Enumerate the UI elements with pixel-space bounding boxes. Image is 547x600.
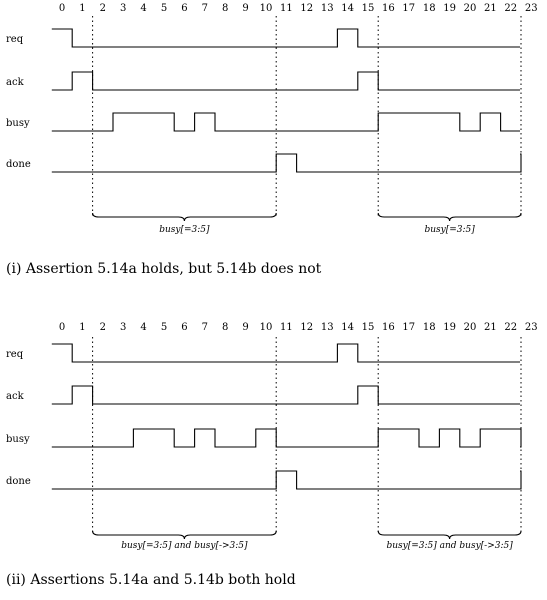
signal-label-ack: ack — [6, 391, 24, 402]
signal-label-req: req — [6, 349, 24, 360]
tick-label: 2 — [99, 322, 106, 333]
tick-label: 10 — [259, 3, 273, 14]
tick-label: 13 — [320, 3, 334, 14]
tick-label: 6 — [181, 322, 188, 333]
tick-label: 20 — [463, 322, 477, 333]
tick-label: 15 — [361, 3, 375, 14]
tick-label: 1 — [79, 3, 86, 14]
tick-label: 12 — [300, 322, 314, 333]
brace-label: busy[=3:5] — [159, 225, 210, 235]
tick-label: 16 — [382, 3, 395, 14]
signal-label-done: done — [6, 159, 31, 170]
tick-label: 3 — [120, 322, 127, 333]
waveform-done — [52, 154, 521, 172]
tick-label: 12 — [300, 3, 314, 14]
signal-label-done: done — [6, 476, 31, 487]
panel-i — [6, 3, 538, 277]
tick-label: 1 — [79, 322, 86, 333]
tick-label: 5 — [160, 322, 168, 333]
waveform-done — [52, 471, 521, 489]
brace — [93, 213, 277, 221]
waveform-ack — [52, 72, 520, 90]
tick-label: 17 — [402, 3, 416, 14]
tick-label: 9 — [242, 322, 249, 333]
tick-label: 7 — [201, 3, 208, 14]
tick-label: 20 — [463, 3, 477, 14]
tick-label: 17 — [402, 322, 416, 333]
tick-label: 22 — [504, 3, 518, 14]
tick-label: 3 — [120, 3, 127, 14]
brace-label: busy[=3:5] — [424, 225, 475, 235]
signal-label-ack: ack — [6, 77, 24, 88]
tick-label: 8 — [222, 322, 229, 333]
tick-label: 4 — [140, 3, 147, 14]
tick-label: 2 — [99, 3, 106, 14]
brace — [93, 531, 277, 539]
waveform-busy — [52, 429, 521, 447]
tick-label: 0 — [58, 322, 66, 333]
signal-label-busy: busy — [6, 118, 30, 129]
tick-label: 19 — [443, 3, 456, 14]
signal-label-busy: busy — [6, 434, 30, 445]
tick-label: 10 — [259, 322, 273, 333]
tick-label: 19 — [443, 322, 456, 333]
brace-label: busy[=3:5] and busy[->3:5] — [121, 541, 248, 551]
tick-label: 7 — [201, 322, 208, 333]
brace — [378, 213, 521, 221]
waveform-ack — [52, 386, 520, 404]
tick-label: 4 — [140, 322, 147, 333]
tick-label: 14 — [341, 322, 354, 333]
tick-label: 11 — [280, 322, 293, 333]
tick-label: 18 — [422, 322, 436, 333]
brace-label: busy[=3:5] and busy[->3:5] — [386, 541, 513, 551]
tick-label: 15 — [361, 322, 375, 333]
waveform-busy — [52, 113, 520, 131]
waveform-req — [52, 29, 520, 47]
waveform-req — [52, 344, 520, 362]
tick-label: 18 — [422, 3, 436, 14]
tick-label: 0 — [58, 3, 66, 14]
tick-label: 14 — [341, 3, 354, 14]
tick-label: 21 — [484, 3, 497, 14]
tick-label: 13 — [320, 322, 334, 333]
tick-label: 23 — [524, 322, 538, 333]
tick-label: 11 — [280, 3, 293, 14]
tick-label: 16 — [382, 322, 395, 333]
tick-label: 5 — [160, 3, 168, 14]
tick-label: 23 — [524, 3, 538, 14]
tick-label: 6 — [181, 3, 188, 14]
tick-label: 21 — [484, 322, 497, 333]
brace — [378, 531, 521, 539]
panel-ii — [6, 322, 538, 588]
panel-caption: (ii) Assertions 5.14a and 5.14b both hold — [6, 572, 296, 588]
tick-label: 22 — [504, 322, 518, 333]
signal-label-req: req — [6, 34, 24, 45]
panel-caption: (i) Assertion 5.14a holds, but 5.14b does not — [6, 261, 322, 277]
tick-label: 8 — [222, 3, 229, 14]
tick-label: 9 — [242, 3, 249, 14]
